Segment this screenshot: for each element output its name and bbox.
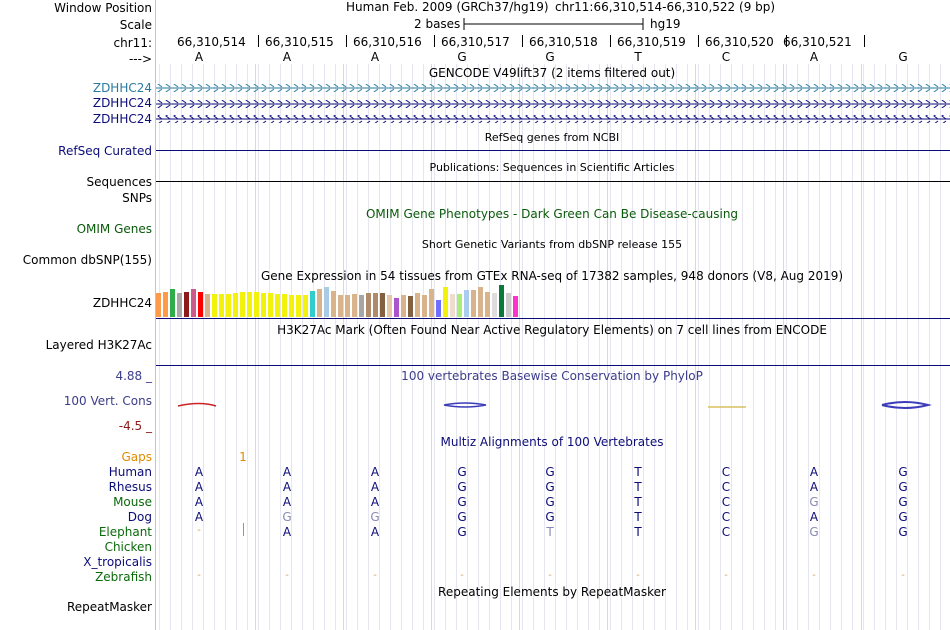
multiz-title: Multiz Alignments of 100 Vertebrates (440, 435, 664, 449)
phylop-label[interactable]: 100 Vert. Cons (63, 394, 152, 408)
alignment-base: G (457, 495, 467, 509)
phylop-title: 100 vertebrates Basewise Conservation by PhyloP (401, 369, 703, 383)
alignment-base: - (373, 570, 377, 581)
chrom-label: chr11: (113, 36, 152, 50)
alignment-base: G (898, 465, 908, 479)
alignment-base: A (809, 510, 819, 524)
gtex-tissue-bar[interactable] (289, 295, 294, 317)
position-readout: chr11:66,310,514-66,310,522 (9 bp) (555, 0, 776, 14)
alignment-base: G (545, 510, 555, 524)
ruler-tick (346, 35, 347, 47)
ruler-tick-label: 66,310,518 (529, 35, 598, 49)
alignment-base: G (282, 510, 292, 524)
ruler-tick-label: 66,310,517 (441, 35, 510, 49)
gtex-tissue-bar[interactable] (205, 294, 210, 317)
gtex-label[interactable]: ZDHHC24 (92, 296, 152, 310)
gtex-tissue-bar[interactable] (464, 290, 469, 317)
gtex-tissue-bar[interactable] (401, 295, 406, 317)
species-label-human[interactable]: Human (108, 465, 152, 479)
phylop-max: 4.88 _ (115, 369, 152, 383)
gtex-tissue-bar[interactable] (443, 287, 448, 317)
base-letter: C (721, 50, 731, 64)
species-label-zebrafish[interactable]: Zebrafish (95, 570, 152, 584)
assembly-title: Human Feb. 2009 (GRCh37/hg19) (346, 0, 549, 14)
alignment-base: G (545, 495, 555, 509)
gtex-tissue-bar[interactable] (240, 292, 245, 317)
gtex-tissue-bar[interactable] (282, 294, 287, 317)
species-label-dog[interactable]: Dog (127, 510, 152, 524)
refseq-title: RefSeq genes from NCBI (484, 131, 620, 144)
strand-label: ---> (128, 52, 152, 66)
gtex-tissue-bar[interactable] (331, 291, 336, 317)
gtex-tissue-bar[interactable] (352, 294, 357, 317)
gtex-tissue-bar[interactable] (506, 293, 511, 317)
gtex-tissue-bar[interactable] (387, 295, 392, 317)
scale-label: Scale (119, 18, 152, 32)
alignment-base: G (898, 480, 908, 494)
gtex-tissue-bar[interactable] (415, 293, 420, 317)
gencode-item-2[interactable]: ZDHHC24 (92, 96, 152, 110)
gtex-tissue-bar[interactable] (366, 293, 371, 317)
alignment-base: A (370, 525, 380, 539)
species-label-mouse[interactable]: Mouse (113, 495, 152, 509)
alignment-base: - (460, 570, 464, 581)
ruler-tick-label: 66,310,521 (783, 35, 852, 49)
ruler-tick-label: 66,310,519 (617, 35, 686, 49)
gtex-tissue-bar[interactable] (254, 292, 259, 317)
scale-db: hg19 (650, 17, 681, 31)
gtex-tissue-bar[interactable] (219, 294, 224, 317)
alignment-base: G (457, 480, 467, 494)
species-label-rhesus[interactable]: Rhesus (108, 480, 152, 494)
gtex-tissue-bar[interactable] (380, 293, 385, 317)
alignment-base: G (898, 510, 908, 524)
alignment-base: A (194, 510, 204, 524)
gtex-tissue-bar[interactable] (310, 291, 315, 317)
gtex-tissue-bar[interactable] (422, 295, 427, 317)
gtex-tissue-bar[interactable] (359, 295, 364, 317)
base-letter: G (457, 50, 467, 64)
gtex-tissue-bar[interactable] (373, 293, 378, 317)
alignment-base: G (457, 525, 467, 539)
gtex-tissue-bar[interactable] (233, 293, 238, 317)
gencode-item-3[interactable]: ZDHHC24 (92, 112, 152, 126)
gtex-tissue-bar[interactable] (408, 296, 413, 317)
alignment-base: G (898, 525, 908, 539)
alignment-base: A (282, 495, 292, 509)
gtex-tissue-bar[interactable] (492, 293, 497, 317)
ruler-tick (258, 35, 259, 47)
omim-title: OMIM Gene Phenotypes - Dark Green Can Be Disease-causing (365, 207, 739, 221)
gtex-tissue-bar[interactable] (457, 294, 462, 317)
refseq-label[interactable]: RefSeq Curated (58, 144, 152, 158)
species-label-elephant[interactable]: Elephant (98, 525, 152, 539)
gtex-tissue-bar[interactable] (156, 293, 161, 317)
gtex-tissue-bar[interactable] (485, 292, 490, 317)
gtex-tissue-bar[interactable] (317, 289, 322, 317)
alignment-base: T (634, 495, 642, 509)
alignment-base: A (370, 465, 380, 479)
gencode-item-1[interactable]: ZDHHC24 (92, 81, 152, 95)
alignment-base: C (721, 525, 731, 539)
alignment-base: A (282, 480, 292, 494)
alignment-base: A (370, 495, 380, 509)
gtex-tissue-bar[interactable] (268, 293, 273, 317)
alignment-base: T (634, 465, 642, 479)
base-letter: A (370, 50, 380, 64)
alignment-base: A (194, 480, 204, 494)
gtex-tissue-bar[interactable] (247, 292, 252, 317)
gtex-tissue-bar[interactable] (471, 290, 476, 317)
ruler-tick (698, 35, 699, 47)
gtex-tissue-bar[interactable] (163, 292, 168, 317)
alignment-base: A (194, 465, 204, 479)
gtex-tissue-bar[interactable] (450, 294, 455, 317)
alignment-base: - (724, 570, 728, 581)
base-letter: A (194, 50, 204, 64)
ruler-tick-label: 66,310,520 (705, 35, 774, 49)
gtex-tissue-bar[interactable] (198, 292, 203, 317)
gtex-tissue-bar[interactable] (170, 289, 175, 317)
alignment-base: G (809, 495, 819, 509)
alignment-base: C (721, 510, 731, 524)
ruler-tick-label: 66,310,514 (177, 35, 246, 49)
gaps-count: 1 (239, 450, 247, 464)
dbsnp-title: Short Genetic Variants from dbSNP release 155 (421, 238, 683, 251)
ruler-tick (434, 35, 435, 47)
alignment-base: T (546, 525, 554, 539)
scale-text: 2 bases (414, 17, 461, 31)
gencode-transcripts[interactable] (156, 80, 950, 128)
alignment-base: G (898, 495, 908, 509)
gtex-tissue-bar[interactable] (212, 294, 217, 317)
gtex-tissue-bar[interactable] (394, 298, 399, 317)
snps-label[interactable]: SNPs (122, 191, 152, 205)
base-letter: G (898, 50, 908, 64)
omim-label[interactable]: OMIM Genes (76, 222, 152, 236)
repeatmasker-title: Repeating Elements by RepeatMasker (438, 585, 666, 599)
alignment-base: A (809, 480, 819, 494)
species-label-x_tropicalis[interactable]: X_tropicalis (83, 555, 152, 569)
publications-title: Publications: Sequences in Scientific Articles (429, 161, 675, 174)
ruler-tick (864, 35, 865, 47)
gtex-tissue-bar[interactable] (338, 295, 343, 317)
ruler-tick (522, 35, 523, 47)
gtex-bar-chart[interactable] (156, 280, 950, 320)
alignment-base: T (634, 510, 642, 524)
gaps-label[interactable]: Gaps (121, 450, 152, 464)
gtex-tissue-bar[interactable] (184, 292, 189, 317)
alignment-base: A (809, 465, 819, 479)
gencode-title: GENCODE V49lift37 (2 items filtered out) (428, 66, 676, 80)
alignment-base: G (370, 510, 380, 524)
gtex-tissue-bar[interactable] (303, 295, 308, 317)
phylop-min: -4.5 _ (118, 419, 152, 433)
base-letter: T (634, 50, 642, 64)
gtex-tissue-bar[interactable] (324, 287, 329, 317)
gtex-tissue-bar[interactable] (191, 289, 196, 317)
gtex-tissue-bar[interactable] (478, 287, 483, 317)
dbsnp-label[interactable]: Common dbSNP(155) (22, 253, 152, 267)
phylop-plot[interactable] (156, 398, 950, 414)
h3k27ac-title: H3K27Ac Mark (Often Found Near Active Regulatory Elements) on 7 cell lines from ENCODE (277, 323, 827, 337)
alignment-base: G (545, 465, 555, 479)
repeatmasker-label[interactable]: RepeatMasker (66, 600, 152, 614)
gtex-tissue-bar[interactable] (436, 300, 441, 317)
alignment-base: A (282, 465, 292, 479)
alignment-base: - (636, 570, 640, 581)
alignment-base: A (194, 495, 204, 509)
gtex-tissue-bar[interactable] (429, 289, 434, 317)
gtex-tissue-bar[interactable] (345, 295, 350, 317)
alignment-base: G (809, 525, 819, 539)
alignment-base: - (197, 570, 201, 581)
alignment-base: G (457, 465, 467, 479)
gtex-tissue-bar[interactable] (177, 293, 182, 317)
alignment-base: - (197, 525, 201, 536)
publications-line[interactable] (156, 181, 950, 182)
insertion-marker (243, 523, 244, 536)
alignment-base: C (721, 465, 731, 479)
alignment-base: A (282, 525, 292, 539)
gtex-tissue-bar[interactable] (275, 294, 280, 317)
gtex-title: Gene Expression in 54 tissues from GTEx RNA-seq of 17382 samples, 948 donors (V8, Aug 2019) (260, 269, 844, 283)
species-label-chicken[interactable]: Chicken (104, 540, 152, 554)
alignment-base: A (370, 480, 380, 494)
gtex-tissue-bar[interactable] (261, 293, 266, 317)
alignment-base: T (634, 525, 642, 539)
alignment-base: T (634, 480, 642, 494)
alignment-base: C (721, 480, 731, 494)
alignment-base: C (721, 495, 731, 509)
base-letter: G (545, 50, 555, 64)
gtex-tissue-bar[interactable] (513, 296, 518, 317)
base-letter: A (809, 50, 819, 64)
h3k27ac-label[interactable]: Layered H3K27Ac (45, 338, 152, 352)
window-position-label: Window Position (54, 1, 152, 15)
ruler-tick (610, 35, 611, 47)
refseq-gene-line[interactable] (156, 150, 950, 151)
base-letter: A (282, 50, 292, 64)
gtex-tissue-bar[interactable] (226, 294, 231, 317)
alignment-base: - (901, 570, 905, 581)
alignment-base: G (545, 480, 555, 494)
ruler-tick-label: 66,310,516 (353, 35, 422, 49)
h3k27ac-baseline (156, 365, 950, 366)
gtex-tissue-bar[interactable] (296, 295, 301, 317)
alignment-base: - (285, 570, 289, 581)
alignment-base: - (548, 570, 552, 581)
gtex-tissue-bar[interactable] (499, 285, 504, 317)
ruler-tick-label: 66,310,515 (265, 35, 334, 49)
alignment-base: - (812, 570, 816, 581)
sequences-label[interactable]: Sequences (86, 175, 152, 189)
scale-bar (463, 16, 645, 32)
alignment-base: G (457, 510, 467, 524)
